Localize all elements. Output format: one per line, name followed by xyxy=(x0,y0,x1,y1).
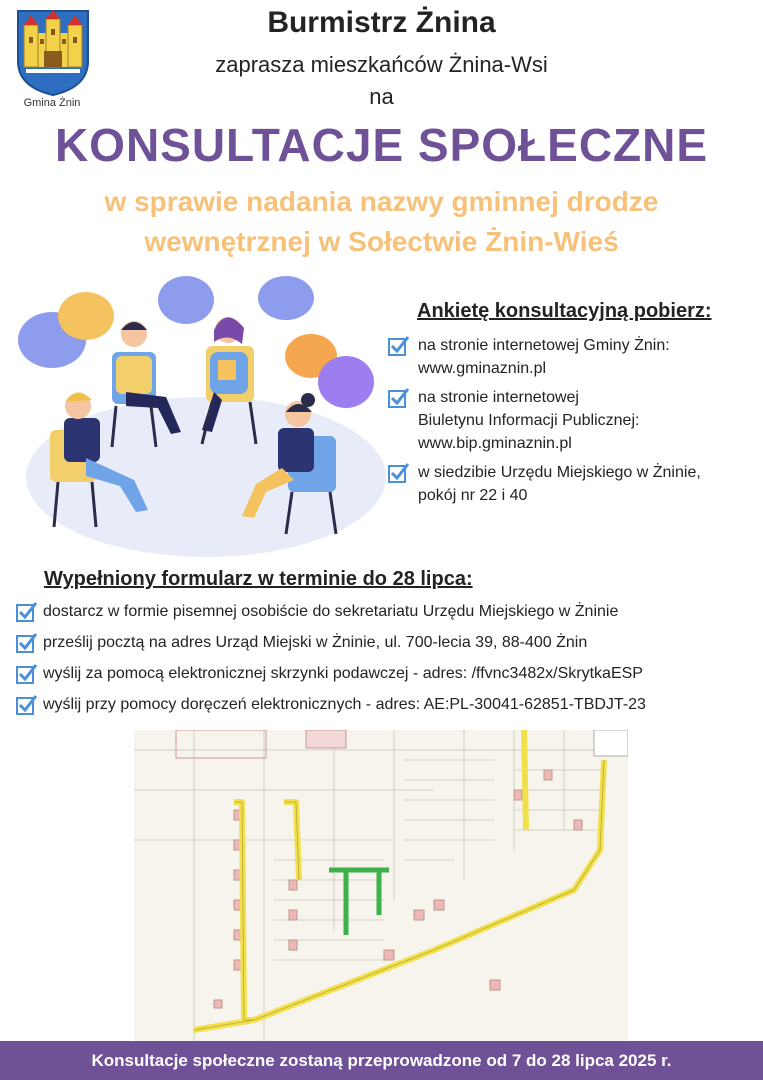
page-title: Burmistrz Żnina xyxy=(267,6,496,39)
list-item xyxy=(16,663,756,685)
page-subtitle: zaprasza mieszkańców Żnina-Wsi xyxy=(215,52,548,77)
checkbox-checked-icon xyxy=(388,462,410,484)
form-item-text: prześlij pocztą na adres Urząd Miejski w Żninie, ul. 700-lecia 39, 88-400 Żnin xyxy=(43,634,588,651)
list-item xyxy=(16,694,756,716)
survey-item-text: Biuletynu Informacji Publicznej: xyxy=(418,412,640,429)
topic-line-2: wewnętrznej w Sołectwie Żnin-Wieś xyxy=(144,226,619,257)
list-item xyxy=(386,334,756,380)
list-item xyxy=(16,632,756,654)
footer-banner: Konsultacje społeczne zostaną przeprowadzone od 7 do 28 lipca 2025 r. xyxy=(0,1041,763,1080)
survey-item-text: na stronie internetowej Gminy Żnin: xyxy=(418,337,670,354)
main-title: KONSULTACJE SPOŁECZNE xyxy=(54,119,709,171)
checkbox-checked-icon xyxy=(388,335,410,357)
checkbox-checked-icon xyxy=(16,694,38,716)
form-heading: Wypełniony formularz w terminie do 28 lipca: xyxy=(44,568,473,590)
list-item xyxy=(16,601,756,623)
survey-list xyxy=(386,334,756,513)
topic-line-1: w sprawie nadania nazwy gminnej drodze xyxy=(104,186,659,217)
form-item-text: wyślij za pomocą elektronicznej skrzynki podawczej - adres: /ffvnc3482x/SkrytkaESP xyxy=(43,665,643,682)
discussion-illustration xyxy=(16,272,388,562)
cadastral-map xyxy=(134,730,628,1042)
checkbox-checked-icon xyxy=(16,663,38,685)
logo-caption: Gmina Żnin xyxy=(23,97,81,109)
survey-item-text: pokój nr 22 i 40 xyxy=(418,487,528,504)
checkbox-checked-icon xyxy=(388,387,410,409)
website-link[interactable]: www.gminaznin.pl xyxy=(418,360,547,377)
checkbox-checked-icon xyxy=(16,601,38,623)
list-item xyxy=(386,386,756,455)
form-item-text: wyślij przy pomocy doręczeń elektronicznych - adres: AE:PL-30041-62851-TBDJT-23 xyxy=(43,696,646,713)
bip-link[interactable]: www.bip.gminaznin.pl xyxy=(418,435,572,452)
survey-item-text: w siedzibie Urzędu Miejskiego w Żninie, xyxy=(418,464,701,481)
page-connector: na xyxy=(369,84,394,109)
speech-bubble-icon xyxy=(18,276,374,408)
survey-heading: Ankietę konsultacyjną pobierz: xyxy=(417,300,712,322)
checkbox-checked-icon xyxy=(16,632,38,654)
list-item xyxy=(386,461,756,507)
survey-item-text: na stronie internetowej xyxy=(418,389,579,406)
topic xyxy=(0,182,763,262)
form-item-text: dostarcz w formie pisemnej osobiście do sekretariatu Urzędu Miejskiego w Żninie xyxy=(43,603,619,620)
form-list xyxy=(16,601,756,725)
